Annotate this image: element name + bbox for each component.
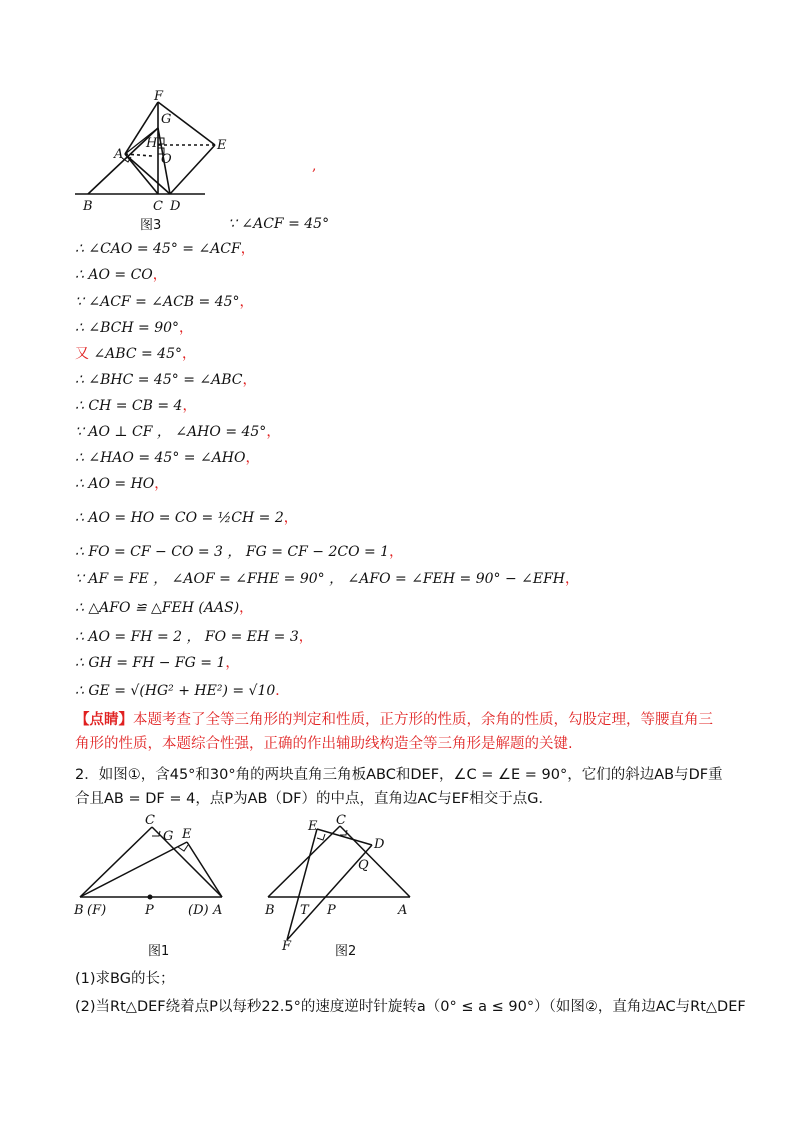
comment-text: 本题考查了全等三角形的判定和性质，正方形的性质，余角的性质，勾股定理，等腰直角三角形的性质，本题综合性强，正确的作出辅助线构造全等三角形是解题的关键. <box>75 712 713 752</box>
proof-line: ∴ GH = FH − FG = 1， <box>75 655 240 671</box>
fig3-caption: 图3 <box>140 218 162 233</box>
proof-line: ∴ AO = HO = CO = ½CH = 2， <box>75 510 298 526</box>
fig3-label-G: G <box>161 112 172 127</box>
proof-line: ∴ ∠BCH = 90°， <box>75 320 194 336</box>
fig3-label-C: C <box>153 199 163 214</box>
proof-line: ∴ AO = CO， <box>75 267 167 283</box>
fig2-label-B: B <box>265 903 275 918</box>
fig2-label-C: C <box>336 813 346 828</box>
question-2: (2)当Rt△DEF绕着点P以每秒22.5°的速度逆时针旋转a（0° ≤ a ≤ 90°）（如图②，直角边AC与Rt△DEF <box>75 999 746 1015</box>
proof-line: ∵ AO ⊥ CF ， ∠AHO = 45°， <box>75 424 281 440</box>
fig3-label-H: H <box>146 136 158 151</box>
fig1-label-G: G <box>163 829 174 844</box>
comment-tag: 【点睛】 <box>75 712 133 728</box>
proof-line: ∴ FO = CF − CO = 3 ， FG = CF − 2CO = 1， <box>75 544 404 560</box>
fig3-label-A: A <box>114 147 124 162</box>
question-1: (1)求BG的长； <box>75 971 175 987</box>
fig2-label-A: A <box>398 903 408 918</box>
fig1-label-F: (F) <box>87 903 107 918</box>
comment-block <box>75 708 725 756</box>
figure-1 <box>65 812 240 922</box>
fig2-label-T: T <box>300 903 309 918</box>
proof-line: ∴ AO = HO， <box>75 476 169 492</box>
fig1-label-B: B <box>74 903 84 918</box>
fig2-caption: 图2 <box>335 944 357 959</box>
fig1-label-E: E <box>182 827 192 842</box>
proof-line: ∴ △AFO ≌ △FEH (AAS)， <box>75 600 254 616</box>
fig2-label-Q: Q <box>358 858 369 873</box>
proof-line: ∵ ∠ACF = ∠ACB = 45°， <box>75 294 254 310</box>
proof-line: ∴ GE = √(HG² + HE²) = √10． <box>75 683 290 699</box>
figure-3 <box>70 90 240 230</box>
fig3-label-D: D <box>170 199 181 214</box>
fig3-label-B: B <box>83 199 93 214</box>
proof-line: 又 ∠ABC = 45°， <box>75 346 196 362</box>
fig1-label-P: P <box>145 903 154 918</box>
proof-line: ∴ ∠CAO = 45° = ∠ACF， <box>75 241 255 257</box>
proof-line: ∴ ∠BHC = 45° = ∠ABC， <box>75 372 257 388</box>
fig3-label-E: E <box>217 138 227 153</box>
fig2-label-P: P <box>327 903 336 918</box>
fig3-comma: , <box>312 158 317 174</box>
proof-line: ∵ AF = FE ， ∠AOF = ∠FHE = 90° ， ∠AFO = ∠FEH = 90° − ∠EFH， <box>75 571 580 587</box>
fig3-label-O: O <box>161 152 172 167</box>
proof-given: ∵ ∠ACF = 45° <box>228 216 330 232</box>
problem-2-text: 2．如图①，含45°和30°角的两块直角三角板ABC和DEF，∠C = ∠E = 90°，它们的斜边AB与DF重合且AB = DF = 4，点P为AB（DF）的中点，直角边AC与EF相交于点G． <box>75 767 723 807</box>
proof-line: ∴ AO = FH = 2 ， FO = EH = 3， <box>75 629 313 645</box>
fig2-label-E: E <box>308 819 318 834</box>
proof-line: ∴ CH = CB = 4， <box>75 398 197 414</box>
proof-line: ∴ ∠HAO = 45° = ∠AHO， <box>75 450 260 466</box>
figure-2 <box>260 812 420 952</box>
fig1-label-A: A <box>213 903 223 918</box>
fig2-label-F: F <box>282 939 292 952</box>
fig1-label-D: (D) <box>188 903 209 918</box>
fig2-label-D: D <box>374 837 385 852</box>
fig3-label-F: F <box>154 90 164 104</box>
fig1-label-C: C <box>145 813 155 828</box>
fig1-caption: 图1 <box>148 944 170 959</box>
